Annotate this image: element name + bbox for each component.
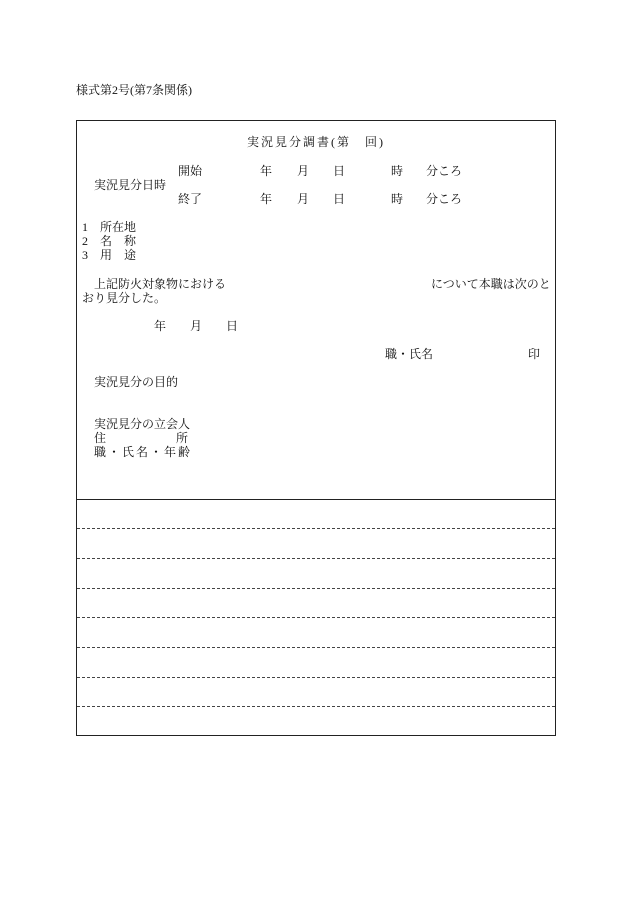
start-label: 開始 <box>178 164 203 178</box>
seal-mark: 印 <box>528 347 541 361</box>
start-hour: 時 <box>391 164 404 178</box>
item-label-use-a: 用 <box>100 248 113 262</box>
start-year: 年 <box>260 164 273 178</box>
start-day: 日 <box>333 164 346 178</box>
item-label-use-b: 途 <box>124 248 137 262</box>
witness-name-age: 職・氏名・年齢 <box>94 445 193 459</box>
document-title: 実況見分調書(第 回) <box>247 135 385 149</box>
date-month: 月 <box>190 319 203 333</box>
start-minute: 分ころ <box>426 164 463 178</box>
item-label-name-a: 名 <box>100 234 113 248</box>
ruled-line <box>77 706 555 707</box>
signature-label: 職・氏名 <box>385 347 434 361</box>
end-label: 終了 <box>178 192 203 206</box>
date-year: 年 <box>154 319 167 333</box>
ruled-line <box>77 528 555 529</box>
datetime-label: 実況見分日時 <box>94 178 167 192</box>
end-year: 年 <box>260 192 273 206</box>
section-divider <box>77 499 555 500</box>
witness-address-b: 所 <box>176 431 189 445</box>
end-hour: 時 <box>391 192 404 206</box>
date-day: 日 <box>226 319 239 333</box>
item-number: 2 <box>82 234 88 248</box>
item-number: 1 <box>82 220 88 234</box>
witness-address-a: 住 <box>94 431 107 445</box>
end-month: 月 <box>297 192 310 206</box>
form-number: 様式第2号(第7条関係) <box>76 83 192 97</box>
ruled-line <box>77 617 555 618</box>
start-month: 月 <box>297 164 310 178</box>
ruled-line <box>77 558 555 559</box>
ruled-line <box>77 588 555 589</box>
item-label-location: 所在地 <box>100 220 137 234</box>
ruled-line <box>77 677 555 678</box>
purpose-label: 実況見分の目的 <box>94 375 179 389</box>
ruled-line <box>77 647 555 648</box>
statement-line1-left: 上記防火対象物における <box>94 277 227 291</box>
witness-label: 実況見分の立会人 <box>94 417 191 431</box>
item-number: 3 <box>82 248 88 262</box>
item-label-name-b: 称 <box>124 234 137 248</box>
end-day: 日 <box>333 192 346 206</box>
end-minute: 分ころ <box>426 192 463 206</box>
statement-line2: おり見分した。 <box>82 291 167 305</box>
statement-line1-right: について本職は次のと <box>431 277 551 291</box>
